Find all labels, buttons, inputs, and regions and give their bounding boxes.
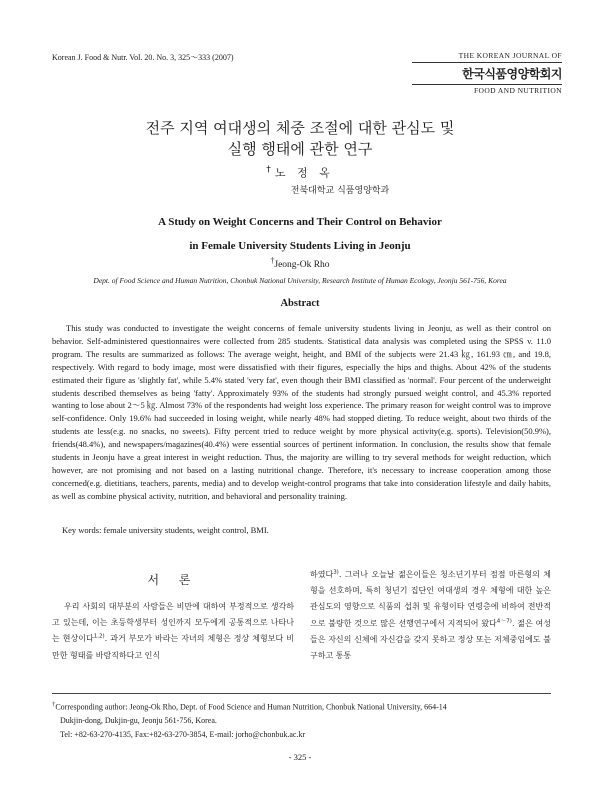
footnote-mark: † (52, 701, 56, 708)
abstract-heading: Abstract (280, 298, 320, 309)
english-title-line-2: in Female University Students Living in Jeonju (189, 240, 411, 252)
english-author-name: Jeong-Ok Rho (274, 260, 330, 271)
citation-ref: 3) (333, 569, 339, 576)
korean-affiliation: 전북대학교 식품영양학과 (290, 186, 390, 196)
journal-logo (412, 51, 562, 95)
corresponding-author-footnote (52, 698, 551, 741)
introduction-heading: 서 론 (147, 573, 199, 587)
english-affiliation: Dept. of Food Science and Human Nutrition, Chonbuk National University, Research Institute of Human Ecology, Jeonju 561-756, Korea (93, 276, 507, 285)
korean-title (0, 118, 600, 160)
intro-text: 우리 사회의 대부분의 사람들은 비만에 대하여 부정적으로 생각하고 있는데, 이는 초등학생부터 성인까지 모두에게 공통적으로 나타나는 현상이다 (52, 602, 294, 644)
introduction-right-column (310, 567, 551, 664)
english-title (0, 210, 600, 258)
introduction-left-column (52, 599, 294, 664)
korean-author (0, 164, 600, 181)
citation-ref: 1,2) (93, 633, 105, 640)
intro-text: . 과거 부모가 바라는 자녀의 체형은 정상 체형보다 비만한 형태를 바람직하다고 인식 (52, 634, 294, 660)
footnote-line-2: Dukjin-dong, Dukjin-gu, Jeonju 561-756, Korea. (60, 716, 217, 726)
english-author (0, 256, 600, 270)
english-title-line-1: A Study on Weight Concerns and Their Control on Behavior (158, 216, 442, 228)
keywords: Key words: female university students, weight control, BMI. (62, 525, 269, 535)
author-mark: † (270, 256, 275, 265)
journal-name-ko: 한국식품영양학회지 (462, 67, 562, 81)
intro-text: . 그러나 오늘날 젊은이들은 청소년기부터 점점 마른형의 체형을 선호하며, 특히 청년기 집단인 여대생의 경우 체형에 대한 높은 관심도의 영향으로 식품의 섭취 및 유형이타 연령층에 비하여 전반적으로 불량한 것으로 많은 선행연구에서 지적되어 왔다 (310, 570, 551, 628)
footnote-line-1: Corresponding author: Jeong-Ok Rho, Dept. of Food Science and Human Nutrition, Chonbuk National University, 664-14 (55, 702, 447, 712)
journal-name-en-bottom: FOOD AND NUTRITION (412, 84, 562, 95)
author-mark: † (266, 164, 275, 175)
intro-text: 하였다 (310, 570, 334, 579)
journal-name-en-top: THE KOREAN JOURNAL OF (412, 51, 562, 63)
footnote-divider (52, 693, 551, 694)
intro-text: . 젊은 여성들은 자신의 신체에 자신감을 갖지 못하고 정상 또는 저체중임에도 불구하고 통통 (310, 618, 551, 661)
journal-citation: Korean J. Food & Nutr. Vol. 20. No. 3, 325～333 (2007) (52, 53, 234, 62)
citation-ref: 4～7) (496, 617, 512, 624)
korean-title-line-1: 전주 지역 여대생의 체중 조절에 대한 관심도 및 (145, 119, 455, 137)
abstract-body: This study was conducted to investigate the weight concerns of female university students living in Jeonju, as well as their control on behavior. Self-administered questionnaires were collected from 285 students. Statistical data analysis was completed using the SPSS v. 11.0 program. The results are summarized as follows: The average weight, height, and BMI of the subjects were 21.43 ㎏, 161.93 ㎝, and 19.8, respectively. With regard to body image, most were dissatisfied with their figures, especially the hips and thighs. About 42% of the students estimated their figure as 'slightly fat', while 5.4% stated 'very fat', even though their BMI classified as 'normal'. Four percent of the underweight students described themselves as being 'fatty'. Approximately 93% of the students had strongly pursued weight control, and 45.3% reported wanting to lose about 2～5 ㎏. Almost 73% of the respondents had weight loss experience. The primary reason for weight control was to improve self-confidence. Only 19.6% had succeeded in losing weight, while nearly 48% had stopped dieting. To reduce weight, about two thirds of the students ate less(e.g. no snacks, no sweets). Fifty percent tried to reduce weight by more physical activity(e.g. sports). Television(50.9%), friends(48.4%), and newspapers/magazines(40.4%) were essential sources of pertinent information. In conclusion, the results show that female students in Jeonju have a great interest in weight reduction. Thus, the majority are willing to try several methods for weight reduction, which however, are not promising and not based on a lasting nutritional change. Therefore, it's necessary to increase cooperation among those concerned(e.g. dietitians, teachers, parents, media) and to develop weight-control programs that take into consideration lifestyle and daily habits, as well as combine physical activity, nutrition, and behavioral and personality training. (52, 323, 551, 501)
korean-title-line-2: 실행 행태에 관한 연구 (227, 140, 373, 158)
korean-author-name: 노 정 옥 (274, 166, 334, 180)
page-number: - 325 - (288, 752, 312, 762)
footnote-line-3: Tel: +82-63-270-4135, Fax:+82-63-270-3854, E-mail: jorho@chonbuk.ac.kr (60, 729, 306, 739)
